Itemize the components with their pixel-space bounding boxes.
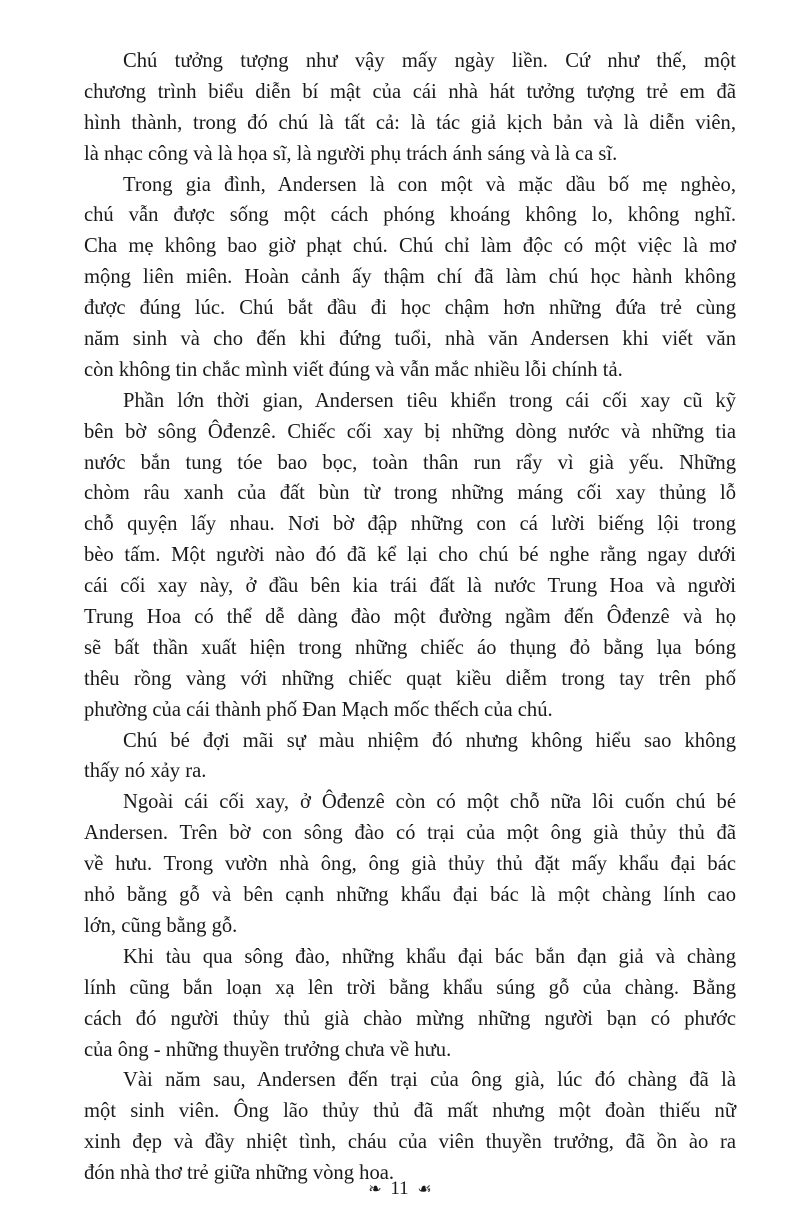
text-line: năm sinh và cho đến khi đứng tuổi, nhà văn Andersen khi viết văn [84, 328, 736, 351]
text-line: thêu rồng vàng với những chiếc quạt kiều diễm trong tay trên phố [84, 667, 736, 690]
text-line: của ông - những thuyền trưởng chưa về hưu. [84, 1038, 452, 1061]
text-line: đón nhà thơ trẻ giữa những vòng hoa. [84, 1162, 395, 1185]
text-line: Trung Hoa có thể dễ dàng đào một đường ngầm đến Ôđenzê và họ [84, 606, 736, 629]
paragraph [84, 1065, 736, 1189]
text-line: Khi tàu qua sông đào, những khẩu đại bác bắn đạn giả và chàng [123, 945, 736, 968]
ornament-right-icon: ☙ [417, 1181, 432, 1198]
text-line: được đúng lúc. Chú bắt đầu đi học chậm hơn những đứa trẻ cùng [84, 297, 736, 320]
text-line: cách đó người thủy thủ già chào mừng những người bạn có phước [84, 1007, 736, 1030]
text-line: về hưu. Trong vườn nhà ông, ông già thủy thủ đặt mấy khẩu đại bác [84, 853, 736, 876]
paragraph [84, 386, 736, 726]
text-line: nước bắn tung tóe bao bọc, toàn thân run rẩy vì già yếu. Những [84, 451, 736, 474]
text-line: thấy nó xảy ra. [84, 760, 207, 783]
text-line: mộng liên miên. Hoàn cảnh ấy thậm chí đã làm chú học hành không [84, 266, 736, 289]
paragraph [84, 787, 736, 941]
paragraph [84, 170, 736, 386]
text-line: là nhạc công và là họa sĩ, là người phụ trách ánh sáng và là ca sĩ. [84, 142, 618, 165]
text-line: Cha mẹ không bao giờ phạt chú. Chú chỉ làm độc có một việc là mơ [84, 235, 736, 258]
book-page-text [84, 46, 736, 1189]
page-number: 11 [390, 1178, 409, 1199]
text-line: chú vẫn được sống một cách phóng khoáng không lo, không nghĩ. [84, 204, 736, 227]
paragraph [84, 46, 736, 170]
text-line: Ngoài cái cối xay, ở Ôđenzê còn có một chỗ nữa lôi cuốn chú bé [123, 791, 736, 814]
text-line: Chú bé đợi mãi sự màu nhiệm đó nhưng không hiểu sao không [123, 729, 736, 752]
text-line: hình thành, trong đó chú là tất cả: là tác giả kịch bản và là diễn viên, [84, 111, 736, 134]
text-line: bên bờ sông Ôđenzê. Chiếc cối xay bị những dòng nước và những tia [84, 420, 736, 443]
text-line: Andersen. Trên bờ con sông đào có trại của một ông già thủy thủ đã [84, 822, 736, 845]
text-line: còn không tin chắc mình viết đúng và vẫn mắc nhiều lỗi chính tả. [84, 358, 623, 381]
ornament-left-icon: ❧ [368, 1181, 382, 1198]
text-line: Vài năm sau, Andersen đến trại của ông già, lúc đó chàng đã là [123, 1069, 736, 1092]
text-line: bèo tấm. Một người nào đó đã kể lại cho chú bé nghe rằng ngay dưới [84, 544, 736, 567]
text-line: Chú tưởng tượng như vậy mấy ngày liền. Cứ như thế, một [123, 50, 736, 72]
text-line: chương trình biểu diễn bí mật của cái nhà hát tưởng tượng trẻ em đã [84, 80, 736, 103]
text-line: cái cối xay này, ở đầu bên kia trái đất là nước Trung Hoa và người [84, 575, 736, 598]
paragraph [84, 726, 736, 788]
text-line: chòm râu xanh của đất bùn từ trong những máng cối xay thủng lỗ [84, 482, 736, 505]
text-line: xinh đẹp và đầy nhiệt tình, cháu của viên thuyền trưởng, đã ồn ào ra [84, 1131, 736, 1154]
text-line: sẽ bất thần xuất hiện trong những chiếc áo thụng đỏ bằng lụa bóng [84, 636, 736, 659]
text-line: lớn, cũng bằng gỗ. [84, 914, 238, 937]
text-line: chỗ quyện lấy nhau. Nơi bờ đập những con cá lười biếng lội trong [84, 513, 736, 536]
text-line: Trong gia đình, Andersen là con một và mặc dầu bố mẹ nghèo, [123, 173, 736, 196]
text-line: Phần lớn thời gian, Andersen tiêu khiển trong cái cối xay cũ kỹ [123, 389, 736, 412]
text-line: phường của cái thành phố Đan Mạch mốc thếch của chú. [84, 698, 553, 721]
text-line: một sinh viên. Ông lão thủy thủ đã mất nhưng một đoàn thiếu nữ [84, 1100, 736, 1123]
paragraph [84, 942, 736, 1066]
text-line: nhỏ bằng gỗ và bên cạnh những khẩu đại bác là một chàng lính cao [84, 884, 736, 907]
page-footer [0, 1178, 800, 1200]
text-line: lính cũng bắn loạn xạ lên trời bằng khẩu súng gỗ của chàng. Bằng [84, 976, 736, 999]
